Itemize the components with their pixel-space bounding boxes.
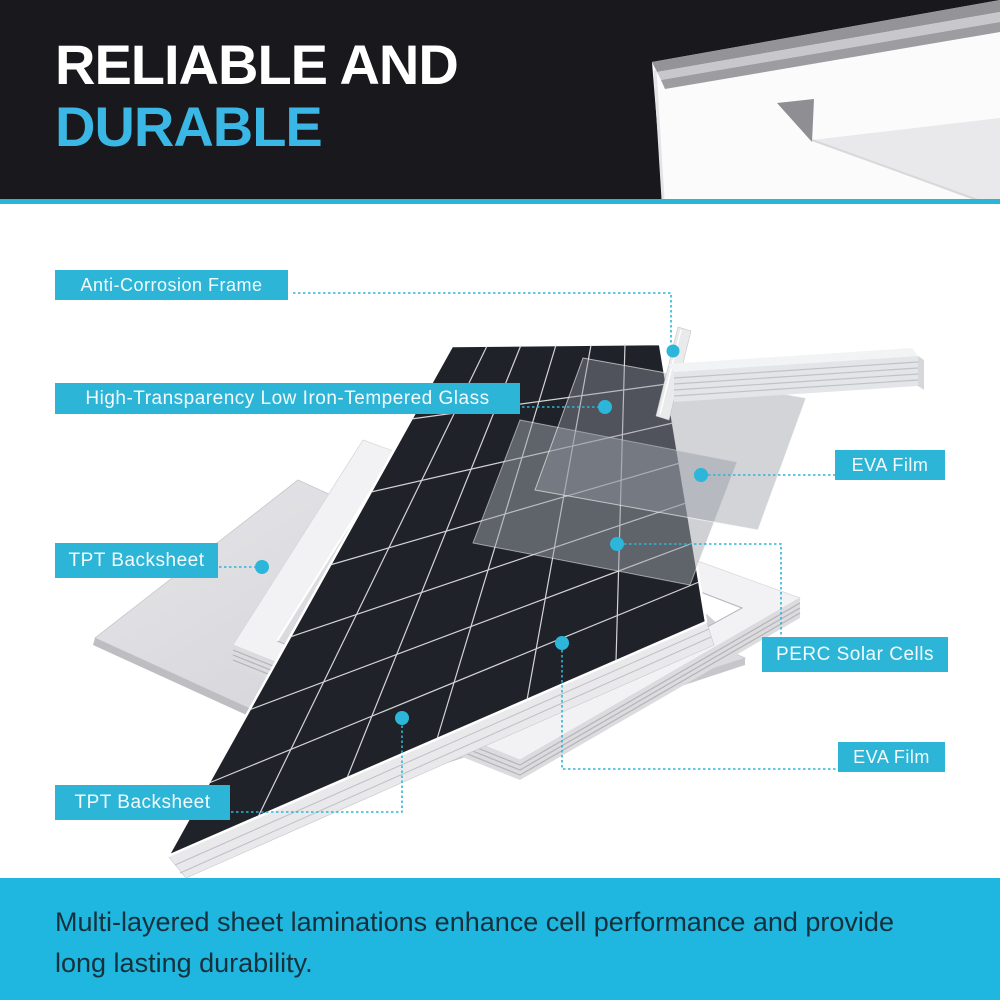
label-eva-film-top: EVA Film (835, 450, 945, 480)
frame-corner-image (650, 0, 1000, 199)
exploded-panel-diagram (0, 200, 1000, 878)
footer-text: Multi-layered sheet laminations enhance cell performance and provide long lasting durability. (55, 907, 894, 978)
label-anti-corrosion-frame: Anti-Corrosion Frame (55, 270, 288, 300)
label-eva-film-bottom: EVA Film (838, 742, 945, 772)
page-title (55, 34, 458, 158)
header-band (0, 0, 1000, 204)
label-tempered-glass: High-Transparency Low Iron-Tempered Glass (55, 383, 520, 414)
footer-band (0, 878, 1000, 1000)
label-tpt-backsheet-top: TPT Backsheet (55, 543, 218, 578)
title-line-1: RELIABLE AND (55, 33, 458, 96)
title-line-2: DURABLE (55, 95, 322, 158)
label-tpt-backsheet-bottom: TPT Backsheet (55, 785, 230, 820)
label-perc-solar-cells: PERC Solar Cells (762, 637, 948, 672)
